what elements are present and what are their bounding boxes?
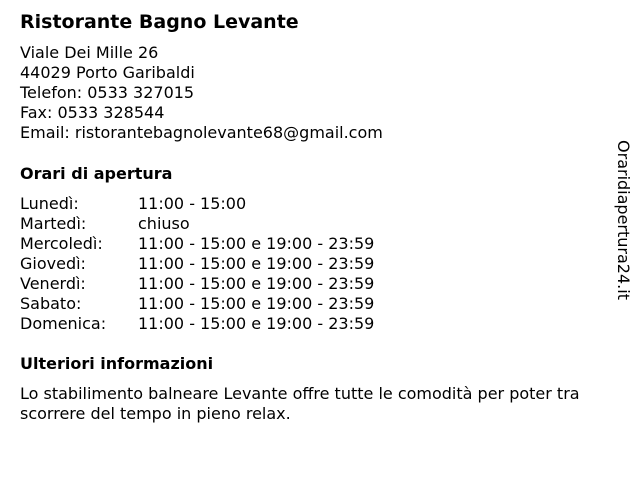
hours-row-wednesday: [20, 234, 374, 254]
day-label: Venerdì:: [20, 274, 86, 293]
phone-number: Telefon: 0533 327015: [20, 83, 195, 102]
site-watermark: Oraridiapertura24.it: [614, 140, 633, 300]
day-label: Domenica:: [20, 314, 107, 333]
more-info-text: Lo stabilimento balneare Levante offre tutte le comodità per poter tra scorrere del tempo in pieno relax.: [20, 384, 580, 423]
more-info-heading: Ulteriori informazioni: [20, 354, 214, 373]
day-hours: chiuso: [138, 214, 190, 233]
day-label: Giovedì:: [20, 254, 86, 273]
day-label: Lunedì:: [20, 194, 79, 213]
hours-row-friday: [20, 274, 374, 294]
day-hours: 11:00 - 15:00 e 19:00 - 23:59: [138, 234, 375, 253]
fax-number: Fax: 0533 328544: [20, 103, 165, 122]
day-label: Mercoledì:: [20, 234, 103, 253]
hours-row-saturday: [20, 294, 374, 314]
day-hours: 11:00 - 15:00 e 19:00 - 23:59: [138, 314, 375, 333]
city-address: 44029 Porto Garibaldi: [20, 63, 195, 82]
hours-row-sunday: [20, 314, 374, 334]
day-hours: 11:00 - 15:00: [138, 194, 247, 213]
day-hours: 11:00 - 15:00 e 19:00 - 23:59: [138, 254, 375, 273]
opening-hours-table: [20, 194, 374, 334]
hours-row-thursday: [20, 254, 374, 274]
day-hours: 11:00 - 15:00 e 19:00 - 23:59: [138, 294, 375, 313]
opening-hours-heading: Orari di apertura: [20, 164, 173, 183]
hours-row-tuesday: [20, 214, 374, 234]
contact-block: [20, 43, 383, 143]
day-hours: 11:00 - 15:00 e 19:00 - 23:59: [138, 274, 375, 293]
day-label: Martedì:: [20, 214, 87, 233]
restaurant-name: Ristorante Bagno Levante: [20, 11, 299, 33]
street-address: Viale Dei Mille 26: [20, 43, 159, 62]
day-label: Sabato:: [20, 294, 82, 313]
email-address: Email: ristorantebagnolevante68@gmail.com: [20, 123, 383, 142]
hours-row-monday: [20, 194, 374, 214]
